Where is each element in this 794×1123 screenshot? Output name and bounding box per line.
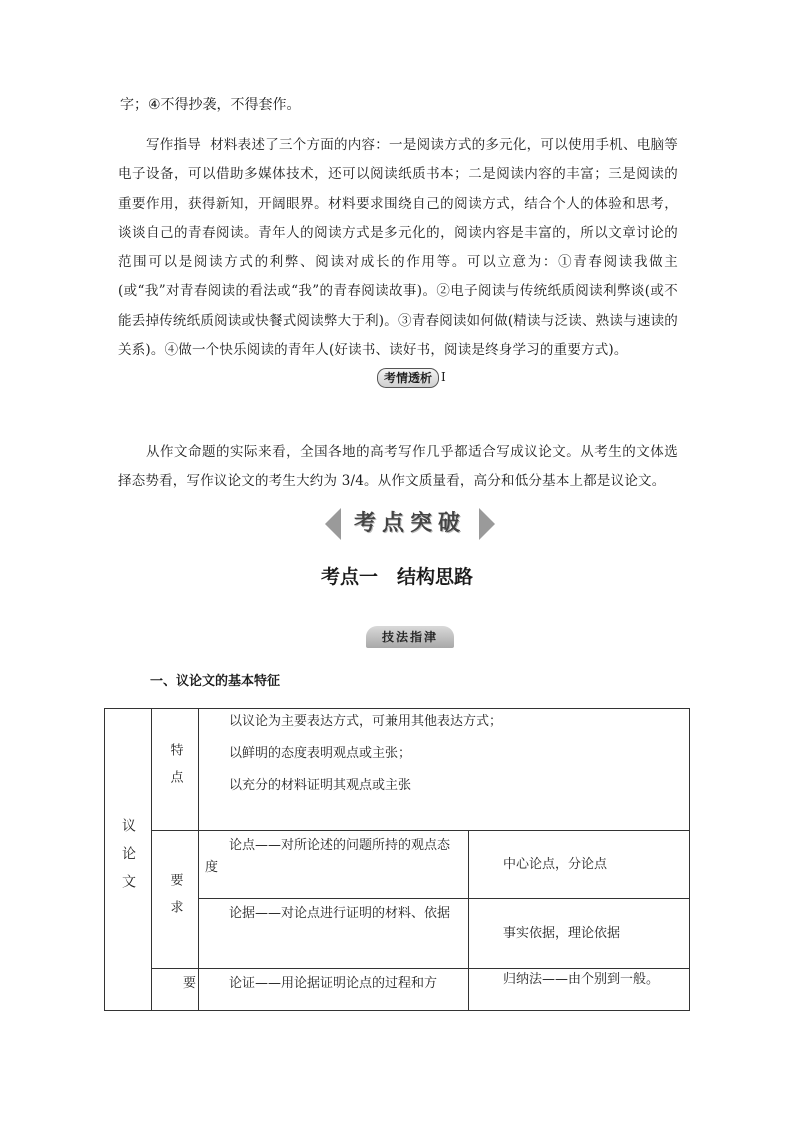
kqtx-badge-tail: I [441,370,446,384]
feature-label-cell [152,709,199,831]
req-row-2-right-text: 事实依据，理论依据 [503,925,621,941]
req-row-1-left [199,831,469,899]
req-row-2-right [469,899,690,969]
features-table [104,708,690,1011]
table-col1-cell [105,709,152,1011]
last-label: 要 [182,976,196,991]
feature-2: 以鲜明的态度表明观点或主张； [229,746,412,761]
section-heading: 考点一 结构思路 [320,566,473,588]
subheading: 一、议论文的基本特征 [150,674,281,689]
kaodian-banner [325,508,495,540]
req-row-3-right-text: 归纳法——由个别到一般。 [503,972,660,987]
features-cell [199,709,690,831]
feature-3: 以充分的材料证明其观点或主张 [229,778,412,793]
col1-label: 议论文 [120,817,136,902]
analysis-paragraph: 从作文命题的实际来看，全国各地的高考写作几乎都适合写成议论文。从考生的文体选择态势看，写作议论文的考生大约为 3/4。从作文质量看，高分和低分基本上都是议论文。 [118,444,678,490]
guide-paragraph [118,131,678,365]
banner-left-bracket-icon [325,508,341,540]
req-row-1-right [469,831,690,899]
kqtx-badge: 考情透析 [377,368,439,388]
req-row-1-left-text: 论点——对所论述的问题所持的观点态度 [205,838,451,875]
last-label-cell [152,969,199,1011]
guide-label: 写作指导 [146,137,202,153]
guide-text: 材料表述了三个方面的内容：一是阅读方式的多元化，可以使用手机、电脑等电子设备，可以借助多媒体技术，还可以阅读纸质书本；二是阅读内容的丰富；三是阅读的重要作用，获得新知，开阔眼界。材料要求围绕自己的阅读方式，结合个人的体验和思考，谈谈自己的青春阅读。青年人的阅读方式是多元化的，阅读内容是丰富的，所以文章讨论的范围可以是阅读方式的利弊、阅读对成长的作用等。可以立意为：①青春阅读我做主(或“我”对青春阅读的看法或“我”的青春阅读故事)。②电子阅读与传统纸质阅读利弊谈(或不能丢掉传统纸质阅读或快餐式阅读弊大于利)。③青春阅读如何做(精读与泛读、熟读与速读的关系)。④做一个快乐阅读的青年人(好读书、读好书，阅读是终身学习的重要方式)。 [118,137,678,359]
banner-title: 考点突破 [353,511,466,536]
req-row-3-left [199,969,469,1011]
req-row-1-right-text: 中心论点，分论点 [503,856,608,872]
req-row-2-left [199,899,469,969]
top-line: 字；④不得抄袭，不得套作。 [120,97,301,113]
banner-right-bracket-icon [479,508,495,540]
req-row-3-left-text: 论证——用论据证明论点的过程和方 [229,976,438,991]
requirement-label-cell [152,831,199,969]
feature-label: 特点 [167,742,183,797]
req-row-2-left-text: 论据——对论点进行证明的材料、依据 [229,906,451,921]
requirement-label: 要求 [167,872,183,927]
feature-1: 以议论为主要表达方式，可兼用其他表达方式； [229,714,503,729]
jifa-tab: 技法指津 [366,626,454,648]
req-row-3-right [469,969,690,1011]
